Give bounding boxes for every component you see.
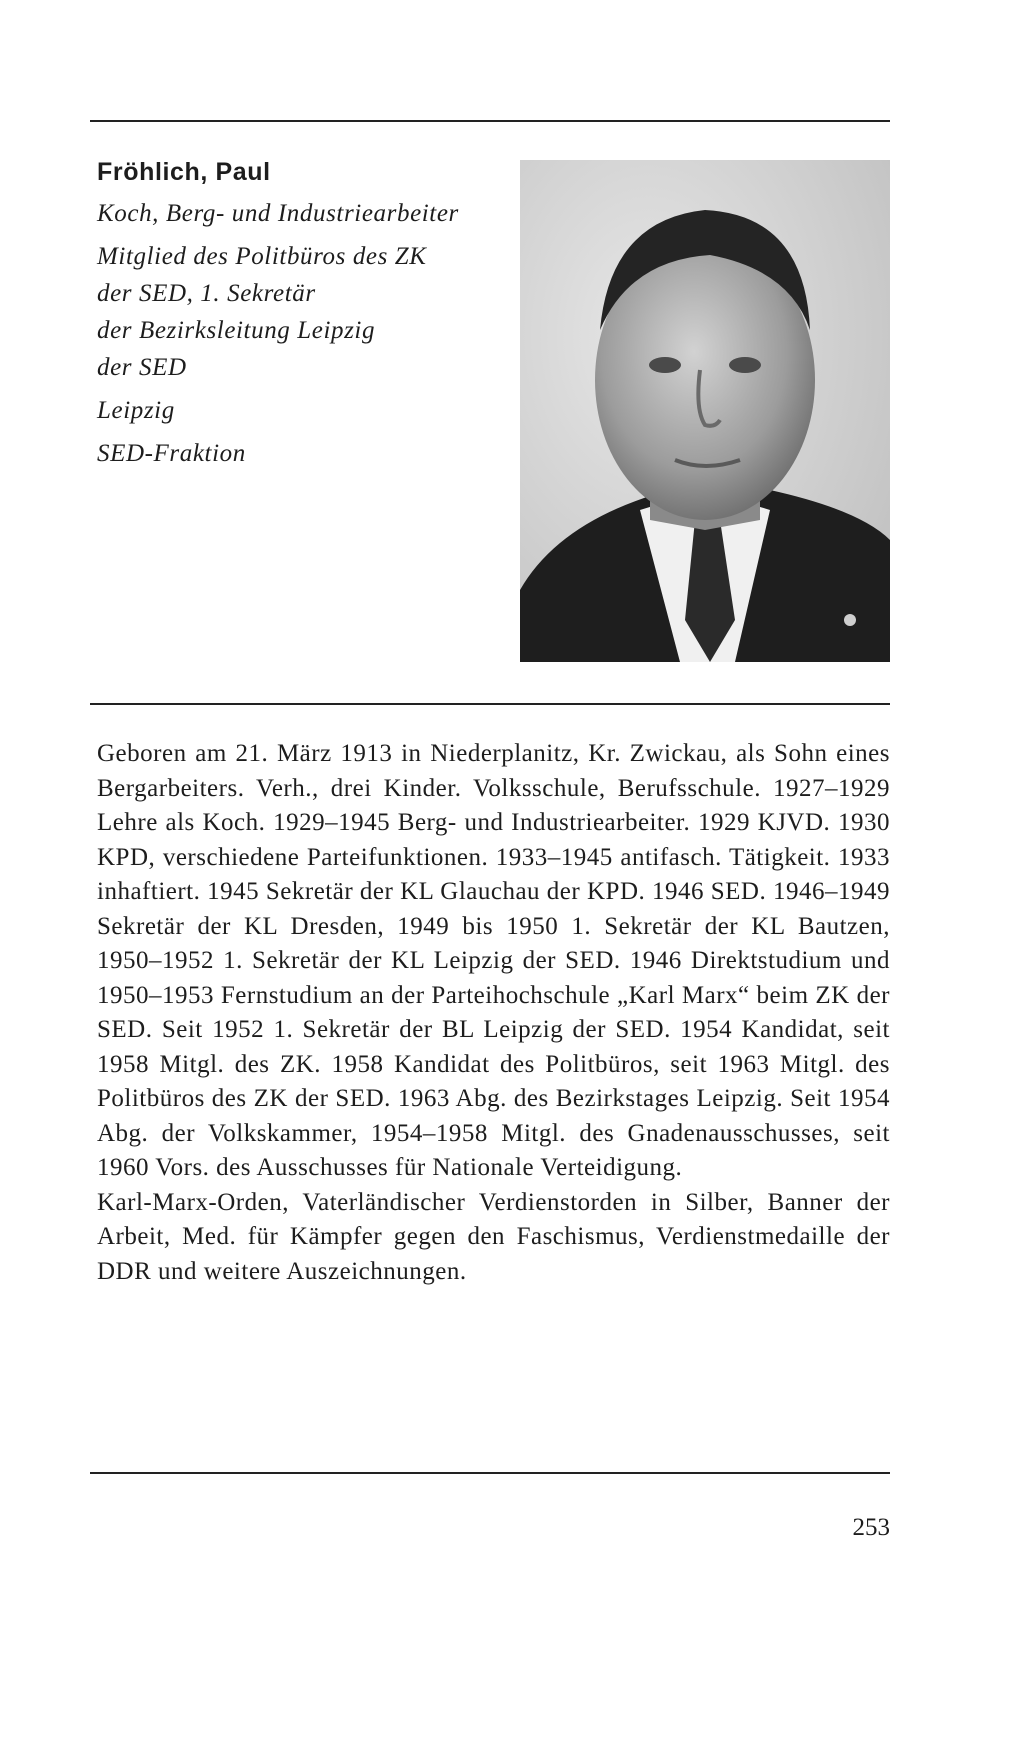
function-line: der SED, 1. Sekretär [97,280,316,307]
occupation: Koch, Berg- und Industriearbeiter [97,200,459,227]
faction: SED-Fraktion [97,440,246,467]
portrait-illustration [520,160,890,662]
page-number: 253 [852,1514,890,1541]
entry-header [97,155,497,472]
biography-text: Geboren am 21. März 1913 in Niederplanitz, Kr. Zwickau, als Sohn eines Bergarbeiters. Verh., drei Kinder. Volksschule, Berufsschule. 1927–1929 Lehre als Koch. 1929–1945 Berg- und Industriearbeiter. 1929 KJVD. 1930 KPD, verschiedene Parteifunktionen. 1933–1945 antifasch. Tätigkeit. 1933 inhaftiert. 1945 Sekretär der KL Glauchau der KPD. 1946 SED. 1946–1949 Sekretär der KL Dresden, 1949 bis 1950 1. Sekretär der KL Bautzen, 1950–1952 1. Sekretär der KL Leipzig der SED. 1946 Direktstudium und 1950–1953 Fernstudium an der Parteihochschule „Karl Marx“ beim ZK der SED. Seit 1952 1. Sekretär der BL Leipzig der SED. 1954 Kandidat, seit 1958 Mitgl. des ZK. 1958 Kandidat des Politbüros, seit 1963 Mitgl. des Politbüros des ZK der SED. 1963 Abg. des Bezirkstages Leipzig. Seit 1954 Abg. der Volkskammer, 1954–1958 Mitgl. des Gnadenausschusses, seit 1960 Vors. des Ausschusses für Nationale Verteidigung. [97,740,890,1181]
portrait-photo [520,160,890,662]
left-eye [649,357,681,373]
constituency: Leipzig [97,397,175,424]
top-divider [90,120,890,122]
lapel-pin [844,614,856,626]
function-line: der Bezirksleitung Leipzig [97,317,376,344]
biography-block [97,737,890,1289]
function-line: der SED [97,354,187,381]
awards-text: Karl-Marx-Orden, Vaterländischer Verdienstorden in Silber, Banner der Arbeit, Med. für Kämpfer gegen den Faschismus, Verdienstmedaille der DDR und weitere Auszeichnungen. [97,1188,890,1285]
person-name: Fröhlich, Paul [97,158,271,186]
bottom-divider [90,1472,890,1474]
function-line: Mitglied des Politbüros des ZK [97,243,427,270]
middle-divider [90,703,890,705]
right-eye [729,357,761,373]
